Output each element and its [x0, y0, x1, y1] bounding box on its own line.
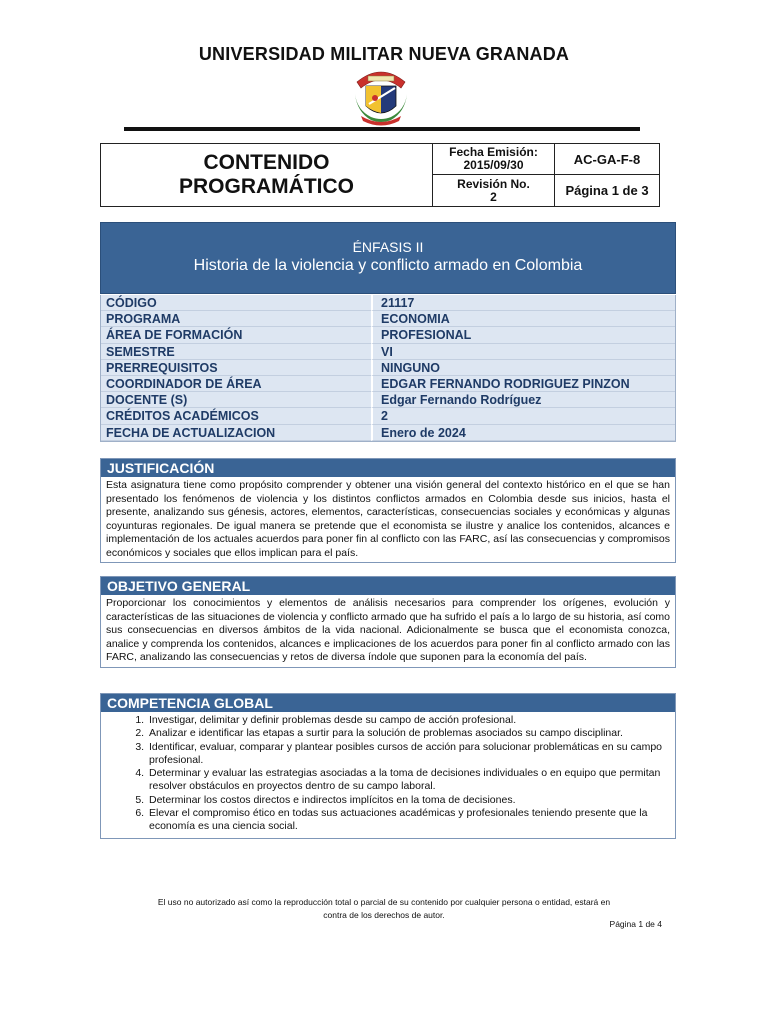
- info-key: PRERREQUISITOS: [101, 360, 371, 376]
- justificacion-section: [100, 458, 676, 563]
- info-row: [101, 360, 675, 376]
- info-key: COORDINADOR DE ÁREA: [101, 376, 371, 392]
- info-key: ÁREA DE FORMACIÓN: [101, 327, 371, 343]
- info-row: [101, 408, 675, 424]
- info-row: [101, 392, 675, 408]
- list-item: 6. Elevar el compromiso ético en todas sus actuaciones académicas y profesionales teniendo presente que la economía es una ciencia social.: [147, 807, 669, 834]
- info-value: 2: [371, 408, 675, 424]
- info-value: EDGAR FERNANDO RODRIGUEZ PINZON: [371, 376, 675, 392]
- info-key: SEMESTRE: [101, 344, 371, 360]
- university-seal-icon: [351, 66, 411, 128]
- info-value: NINGUNO: [371, 360, 675, 376]
- info-value: ECONOMIA: [371, 311, 675, 327]
- info-value: VI: [371, 344, 675, 360]
- fecha-emision-value: 2015/09/30: [463, 158, 524, 172]
- header-divider: [124, 127, 640, 131]
- info-key: FECHA DE ACTUALIZACION: [101, 425, 371, 441]
- info-key: CÓDIGO: [101, 295, 371, 311]
- objetivo-section: [100, 576, 676, 668]
- info-value: PROFESIONAL: [371, 327, 675, 343]
- list-item: 5. Determinar los costos directos e indirectos implícitos en la toma de decisiones.: [147, 794, 669, 807]
- info-value: Edgar Fernando Rodríguez: [371, 392, 675, 408]
- objetivo-heading: OBJETIVO GENERAL: [101, 577, 675, 595]
- header-page-number: Página 1 de 3: [565, 183, 649, 198]
- revision-value: 2: [490, 189, 497, 204]
- course-name: Historia de la violencia y conflicto armado en Colombia: [193, 257, 583, 274]
- list-item: 4. Determinar y evaluar las estrategias asociadas a la toma de decisiones individuales o en equipo que permitan resolver obstáculos en proyectos dentro de su campo laboral.: [147, 767, 669, 794]
- document-title-line2: PROGRAMÁTICO: [179, 175, 354, 198]
- course-info-table: [100, 295, 676, 442]
- info-value: 21117: [371, 295, 675, 311]
- document-title: [101, 144, 433, 206]
- info-row: [101, 425, 675, 441]
- fecha-emision-cell: [433, 144, 555, 175]
- document-code: AC-GA-F-8: [555, 144, 659, 175]
- list-item: 2. Analizar e identificar las etapas a surtir para la solución de problemas asociados su campo disciplinar.: [147, 727, 669, 740]
- info-value: Enero de 2024: [371, 425, 675, 441]
- document-title-line1: CONTENIDO: [203, 151, 330, 174]
- objetivo-text: Proporcionar los conocimientos y elementos de análisis necesarios para comprender los orígenes, evolución y características de las situaciones de violencia y conflicto armado que ha sufrido el país a lo largo de su historia, así como sus consecuencias en diversos ámbitos de la vida nacional. Adicionalmente se busca que el economista conozca, analice y comprenda los contenidos, alcances e implicaciones de los acuerdos para poner fin al conflicto armado con las FARC, analizando las consecuencias y retos de diversa índole que suponen para la economía del país.: [106, 597, 670, 663]
- revision-cell: [433, 175, 555, 206]
- info-row: [101, 311, 675, 327]
- info-key: CRÉDITOS ACADÉMICOS: [101, 408, 371, 424]
- competencia-list: [101, 712, 675, 838]
- footer-page-number: Página 1 de 4: [609, 919, 662, 929]
- course-banner: [100, 222, 676, 294]
- info-key: DOCENTE (S): [101, 392, 371, 408]
- course-enfasis: ÉNFASIS II: [352, 239, 424, 255]
- fecha-emision-label: Fecha Emisión:: [449, 145, 538, 159]
- competencia-heading: COMPETENCIA GLOBAL: [101, 694, 675, 712]
- info-row: [101, 327, 675, 343]
- competencia-section: [100, 693, 676, 839]
- document-header-table: [100, 143, 660, 207]
- list-item: 1. Investigar, delimitar y definir problemas desde su campo de acción profesional.: [147, 714, 669, 727]
- info-row: [101, 344, 675, 360]
- copyright-line2: contra de los derechos de autor.: [323, 910, 445, 920]
- list-item: 3. Identificar, evaluar, comparar y plantear posibles cursos de acción para solucionar problemáticas en su campo profesional.: [147, 741, 669, 768]
- info-key: PROGRAMA: [101, 311, 371, 327]
- info-row: [101, 376, 675, 392]
- copyright-line1: El uso no autorizado así como la reproducción total o parcial de su contenido por cualquier persona o entidad, estará en: [157, 897, 611, 907]
- justificacion-heading: JUSTIFICACIÓN: [101, 459, 675, 477]
- info-row: [101, 295, 675, 311]
- university-title: UNIVERSIDAD MILITAR NUEVA GRANADA: [198, 44, 570, 64]
- revision-label: Revisión No.: [457, 176, 530, 191]
- justificacion-text: Esta asignatura tiene como propósito comprender y obtener una visión general del contexto histórico en el que se han presentado los fenómenos de violencia y los distintos conflictos armados en Colombia desde sus inicios, hasta el presente, analizando sus génesis, actores, elementos, características, consecuencias sociales y económicas y algunas coyunturas regionales. De igual manera se pretende que el economista se ilustre y analice los contenidos, alcances e implementación de los actuales acuerdos para poner fin al conflicto con las FARC, así las consecuencias y compromisos económicos y sociales que ellos implican para el país.: [106, 479, 670, 559]
